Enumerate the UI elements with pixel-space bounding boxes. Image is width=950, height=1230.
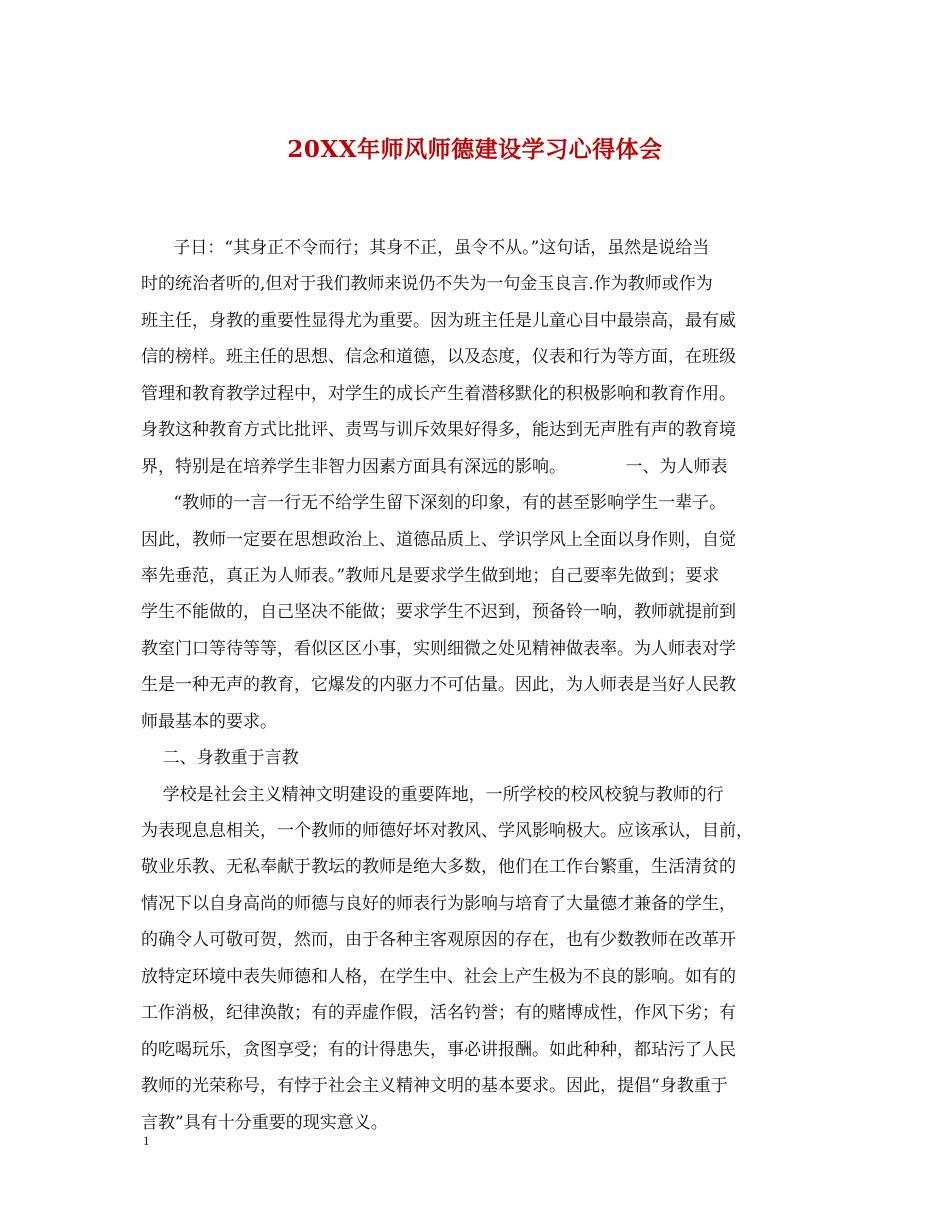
body-line: 的确令人可敬可贺，然而，由于各种主客观原因的存在，也有少数教师在改革开	[141, 930, 736, 951]
document-body	[141, 230, 821, 1141]
body-line: 生是一种无声的教育，它爆发的内驱力不可估量。因此，为人师表是当好人民教	[141, 675, 736, 696]
body-line: 师最基本的要求。	[141, 711, 277, 732]
body-line: 学生不能做的，自己坚决不能做；要求学生不迟到，预备铃一响，教师就提前到	[141, 602, 736, 623]
section-heading: 二、身教重于言教	[141, 748, 299, 769]
body-line: 情况下以自身高尚的师德与良好的师表行为影响与培育了大量德才兼备的学生，	[141, 893, 736, 914]
body-line: 率先垂范，真正为人师表。”教师凡是要求学生做到地；自己要率先做到；要求	[141, 565, 720, 586]
body-line: 为表现息息相关，一个教师的师德好坏对教风、学风影响极大。应该承认，目前，	[141, 821, 753, 841]
body-line: 时的统治者听的,但对于我们教师来说仍不失为一句金玉良言.作为教师或作为	[141, 274, 713, 295]
body-line: 教师的光荣称号，有悖于社会主义精神文明的基本要求。因此，提倡“身教重于	[141, 1076, 728, 1097]
document-title: 20XX年师风师德建设学习心得体会	[287, 136, 663, 163]
body-line: 学校是社会主义精神文明建设的重要阵地，一所学校的校风校貌与教师的行	[141, 784, 724, 805]
body-line: 班主任，身教的重要性显得尤为重要。因为班主任是儿童心目中最崇高，最有威	[141, 310, 736, 331]
body-line: 因此，教师一定要在思想政治上、道德品质上、学识学风上全面以身作则，自觉	[141, 529, 736, 550]
body-line: 信的榜样。班主任的思想、信念和道德，以及态度，仪表和行为等方面，在班级	[141, 347, 736, 368]
body-line: 言教”具有十分重要的现实意义。	[141, 1112, 388, 1133]
body-line: 子日：“其身正不令而行；其身不正，虽令不从。”这句话，虽然是说给当	[141, 238, 710, 258]
page-number: 1	[143, 1133, 150, 1148]
body-line: 身教这种教育方式比批评、责骂与训斥效果好得多，能达到无声胜有声的教育境	[141, 420, 736, 441]
body-line: 管理和教育教学过程中，对学生的成长产生着潜移默化的积极影响和教育作用。	[141, 383, 736, 404]
body-line: “教师的一言一行无不给学生留下深刻的印象，有的甚至影响学生一辈子。	[141, 493, 727, 514]
body-line: 敬业乐教、无私奉献于教坛的教师是绝大多数，他们在工作台繁重，生活清贫的	[141, 857, 736, 878]
body-line: 教室门口等待等等，看似区区小事，实则细微之处见精神做表率。为人师表对学	[141, 638, 736, 659]
body-line: 工作消极，纪律涣散；有的弄虚作假，活名钓誉；有的赌博成性，作风下劣；有	[141, 1003, 736, 1024]
body-line: 的吃喝玩乐，贪图享受；有的计得患失，事必讲报酬。如此种种，都玷污了人民	[141, 1039, 736, 1060]
body-line: 放特定环境中表失师德和人格，在学生中、社会上产生极为不良的影响。如有的	[141, 966, 736, 987]
body-line: 界，特别是在培养学生非智力因素方面具有深远的影响。 一、为人师表	[141, 456, 728, 477]
